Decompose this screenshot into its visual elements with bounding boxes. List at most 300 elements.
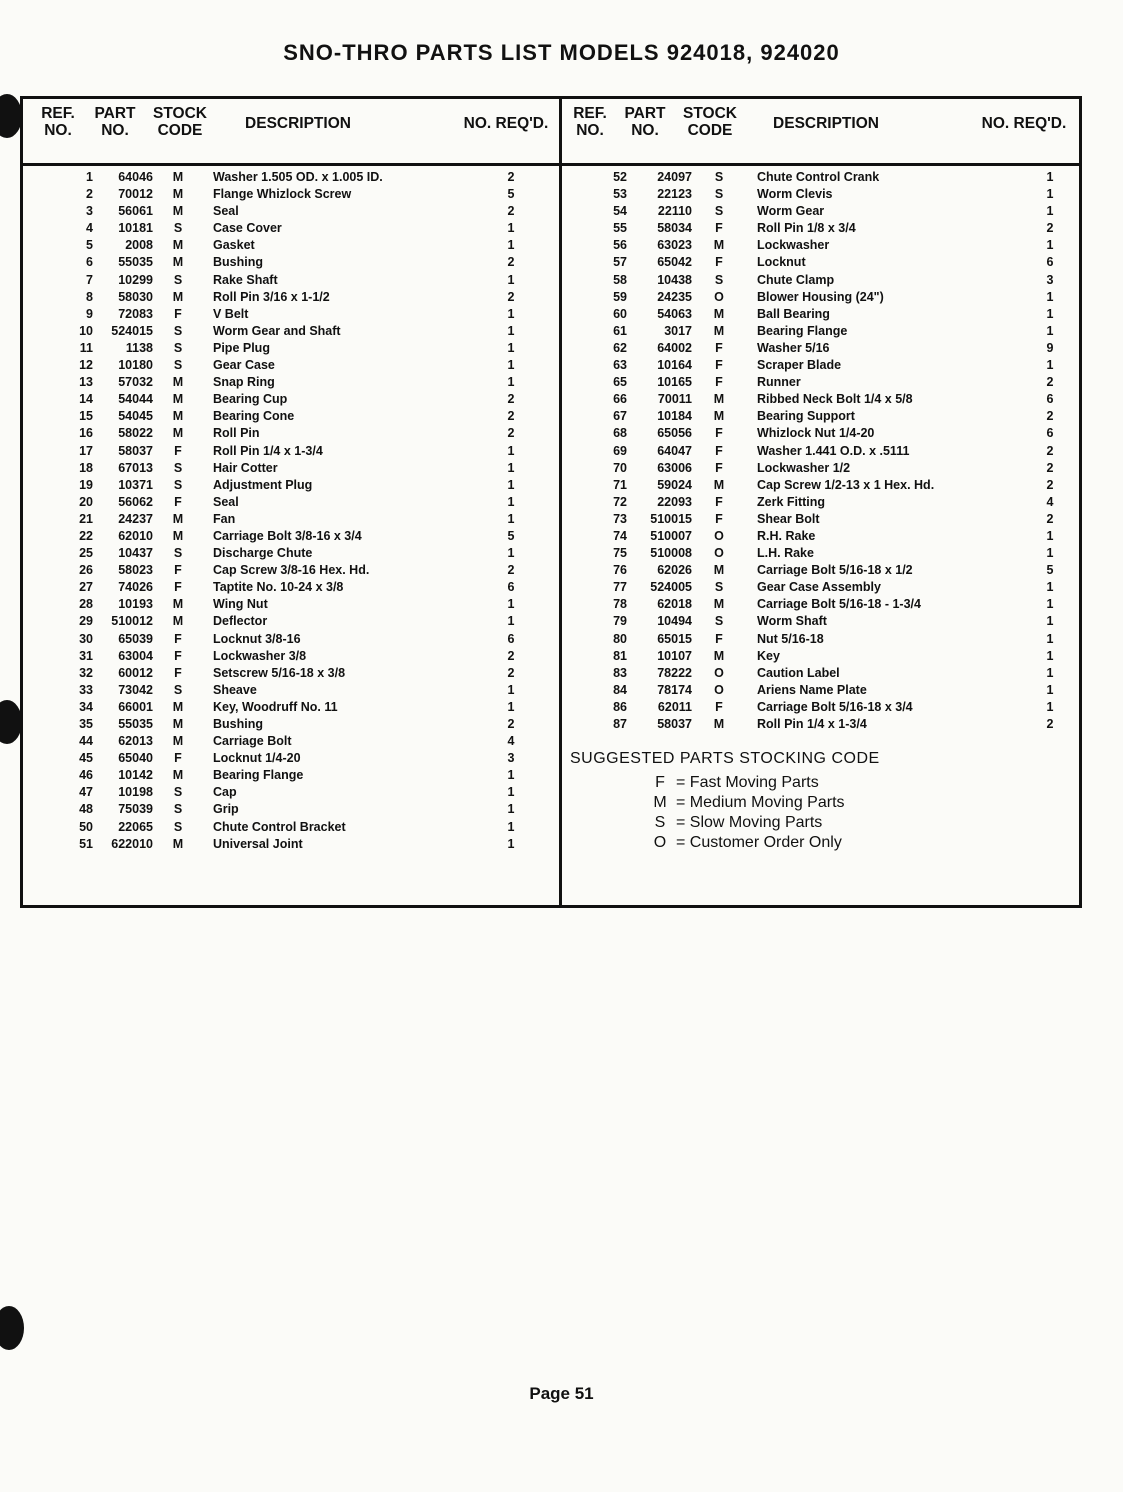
part-no: 63023 [657, 238, 692, 253]
description: Roll Pin [213, 426, 260, 441]
part-no: 10142 [118, 768, 153, 783]
table-row [562, 323, 1082, 340]
ref-no: 25 [79, 546, 93, 561]
stock-code: M [713, 717, 725, 731]
table-row [23, 443, 559, 460]
table-row [562, 220, 1082, 237]
punch-hole-bottom [0, 1306, 24, 1350]
ref-no: 70 [613, 460, 627, 475]
qty-required: 6 [507, 631, 515, 646]
part-no: 59024 [657, 477, 692, 492]
qty-required: 1 [1046, 358, 1054, 373]
ref-no: 53 [613, 187, 627, 202]
description: Bearing Cup [213, 392, 288, 407]
ref-no: 67 [613, 409, 627, 424]
qty-required: 2 [507, 170, 515, 184]
qty-required: 2 [1046, 477, 1054, 492]
ref-no: 7 [86, 272, 93, 287]
part-no: 510012 [111, 614, 153, 629]
part-no: 10494 [657, 614, 692, 629]
table-row [23, 819, 559, 836]
part-no: 10438 [657, 272, 692, 287]
table-row [23, 220, 559, 237]
stock-code: S [173, 323, 183, 338]
part-no: 10198 [118, 785, 153, 800]
ref-no: 68 [613, 426, 627, 441]
legend-code: O [653, 834, 667, 851]
table-row [562, 682, 1082, 699]
part-no: 22123 [657, 187, 692, 202]
part-no: 24235 [657, 289, 692, 304]
part-no: 54045 [118, 409, 153, 424]
description: Adjustment Plug [213, 477, 313, 492]
qty-required: 1 [1046, 546, 1054, 561]
stock-code: M [172, 426, 184, 441]
stock-code: F [715, 255, 723, 270]
stock-code: S [173, 358, 183, 373]
ref-no: 73 [613, 511, 627, 526]
description: Blower Housing (24") [757, 289, 884, 304]
header-rule [23, 163, 1079, 166]
qty-required: 1 [507, 238, 515, 253]
part-no: 65015 [657, 631, 692, 646]
stock-code: M [172, 511, 184, 526]
legend-code: F [655, 774, 665, 791]
ref-no: 14 [79, 392, 93, 407]
qty-required: 4 [507, 734, 515, 749]
table-row [562, 631, 1082, 648]
stock-code: F [715, 460, 723, 475]
qty-required: 1 [507, 494, 515, 509]
part-no: 57032 [118, 375, 153, 390]
table-row [562, 596, 1082, 613]
table-row [23, 596, 559, 613]
table-row [23, 511, 559, 528]
table-row [23, 716, 559, 733]
part-no: 73042 [118, 682, 153, 697]
stock-code: F [715, 494, 723, 509]
description: L.H. Rake [757, 546, 814, 561]
stock-code: F [174, 563, 182, 578]
table-row [562, 357, 1082, 374]
ref-no: 45 [79, 751, 93, 766]
header-stock-code-left: STOCK CODE [153, 105, 207, 139]
description: Gear Case Assembly [757, 580, 881, 595]
table-row [562, 272, 1082, 289]
stock-code: O [714, 682, 724, 697]
qty-required: 1 [1046, 631, 1054, 646]
part-no: 63004 [118, 648, 153, 663]
stock-code: S [173, 819, 183, 834]
table-row [562, 391, 1082, 408]
qty-required: 1 [1046, 306, 1054, 321]
part-no: 10299 [118, 272, 153, 287]
qty-required: 2 [507, 648, 515, 663]
stock-code: S [173, 477, 183, 492]
description: Locknut 3/8-16 [213, 631, 301, 646]
table-row [23, 699, 559, 716]
qty-required: 1 [507, 323, 515, 338]
ref-no: 54 [613, 204, 627, 219]
description: Lockwasher 1/2 [757, 460, 851, 475]
qty-required: 1 [507, 836, 515, 851]
qty-required: 1 [507, 375, 515, 390]
table-row [562, 169, 1082, 186]
stock-code: O [714, 528, 724, 543]
qty-required: 5 [507, 528, 515, 543]
part-no: 65056 [657, 426, 692, 441]
table-row [23, 665, 559, 682]
stock-code: F [174, 443, 182, 458]
table-row [23, 237, 559, 254]
ref-no: 63 [613, 358, 627, 373]
ref-no: 50 [79, 819, 93, 834]
table-row [23, 528, 559, 545]
qty-required: 1 [507, 272, 515, 287]
table-row [23, 631, 559, 648]
ref-no: 28 [79, 597, 93, 612]
page-number: Page 51 [529, 1384, 594, 1403]
qty-required: 1 [507, 699, 515, 714]
part-no: 58030 [118, 289, 153, 304]
table-row [23, 254, 559, 271]
part-no: 65042 [657, 255, 692, 270]
header-no-reqd-left: NO. REQ'D. [463, 115, 549, 132]
table-row [562, 306, 1082, 323]
table-row [562, 494, 1082, 511]
stock-code: F [174, 631, 182, 646]
qty-required: 2 [1046, 443, 1054, 458]
table-row [562, 460, 1082, 477]
qty-required: 2 [1046, 511, 1054, 526]
qty-required: 1 [1046, 238, 1054, 253]
ref-no: 13 [79, 375, 93, 390]
part-no: 54063 [657, 306, 692, 321]
table-row [562, 545, 1082, 562]
description: Bushing [213, 717, 263, 731]
description: Cap Screw 1/2-13 x 1 Hex. Hd. [757, 477, 935, 492]
stock-code: S [714, 187, 724, 202]
header-part-no-right: PART NO. [624, 105, 666, 139]
table-row [562, 511, 1082, 528]
stock-code: M [172, 392, 184, 407]
table-row [562, 425, 1082, 442]
table-row [23, 784, 559, 801]
part-no: 65040 [118, 751, 153, 766]
part-no: 58034 [657, 221, 692, 236]
ref-no: 31 [79, 648, 93, 663]
stock-code: M [172, 734, 184, 749]
qty-required: 6 [1046, 426, 1054, 441]
description: Carriage Bolt 3/8-16 x 3/4 [213, 528, 362, 543]
table-row [23, 477, 559, 494]
description: Washer 1.505 OD. x 1.005 ID. [213, 170, 383, 184]
stock-code: M [713, 477, 725, 492]
qty-required: 4 [1046, 494, 1054, 509]
legend-title: SUGGESTED PARTS STOCKING CODE [570, 750, 880, 767]
page-title: SNO-THRO PARTS LIST MODELS 924018, 924020 [283, 40, 840, 65]
punch-hole-middle [0, 700, 22, 744]
description: Setscrew 5/16-18 x 3/8 [213, 665, 346, 680]
stock-code: M [172, 375, 184, 390]
table-row [23, 613, 559, 630]
description: Roll Pin 1/4 x 1-3/4 [213, 443, 323, 458]
qty-required: 1 [507, 511, 515, 526]
stock-code: S [173, 221, 183, 236]
legend-code: S [654, 814, 666, 831]
description: Fan [213, 511, 236, 526]
table-row [23, 767, 559, 784]
stock-code: S [173, 546, 183, 561]
description: Key, Woodruff No. 11 [213, 699, 338, 714]
part-no: 510015 [650, 511, 692, 526]
table-row [562, 374, 1082, 391]
description: Cap Screw 3/8-16 Hex. Hd. [213, 563, 370, 578]
part-no: 62026 [657, 563, 692, 578]
description: R.H. Rake [757, 528, 816, 543]
stock-code: M [172, 187, 184, 202]
description: Key [757, 648, 780, 663]
header-stock-code-right: STOCK CODE [683, 105, 737, 139]
description: Rake Shaft [213, 272, 278, 287]
header-ref-no-right: REF. NO. [573, 105, 607, 139]
qty-required: 1 [507, 802, 515, 817]
ref-no: 12 [79, 358, 93, 373]
description: Discharge Chute [213, 546, 313, 561]
table-row [562, 477, 1082, 494]
ref-no: 16 [79, 426, 93, 441]
ref-no: 81 [613, 648, 627, 663]
right-parts-list [562, 169, 1082, 733]
stock-code: O [714, 289, 724, 304]
ref-no: 2 [86, 187, 93, 202]
ref-no: 80 [613, 631, 627, 646]
description: Locknut [757, 255, 806, 270]
description: Sheave [213, 682, 257, 697]
part-no: 62013 [118, 734, 153, 749]
description: Ariens Name Plate [757, 682, 867, 697]
ref-no: 79 [613, 614, 627, 629]
qty-required: 6 [1046, 255, 1054, 270]
stock-code: F [715, 443, 723, 458]
table-row [23, 391, 559, 408]
qty-required: 1 [507, 477, 515, 492]
table-row [23, 272, 559, 289]
stock-code: F [715, 426, 723, 441]
qty-required: 1 [507, 768, 515, 783]
table-row [23, 374, 559, 391]
ref-no: 84 [613, 682, 627, 697]
part-no: 55035 [118, 255, 153, 270]
stock-code: O [714, 546, 724, 561]
part-no: 24097 [657, 170, 692, 184]
table-row [23, 545, 559, 562]
ref-no: 26 [79, 563, 93, 578]
qty-required: 1 [507, 358, 515, 373]
header-ref-no-left: REF. NO. [41, 105, 75, 139]
ref-no: 33 [79, 682, 93, 697]
ref-no: 71 [613, 477, 627, 492]
part-no: 58037 [118, 443, 153, 458]
ref-no: 83 [613, 665, 627, 680]
qty-required: 1 [1046, 170, 1054, 184]
ref-no: 30 [79, 631, 93, 646]
part-no: 10437 [118, 546, 153, 561]
stock-code: M [172, 238, 184, 253]
qty-required: 1 [507, 785, 515, 800]
ref-no: 21 [79, 511, 93, 526]
ref-no: 9 [86, 306, 93, 321]
stock-code: M [713, 597, 725, 612]
legend-code: M [653, 794, 667, 811]
qty-required: 1 [507, 443, 515, 458]
legend-text: = Fast Moving Parts [676, 774, 819, 791]
description: Caution Label [757, 665, 840, 680]
stock-code: S [173, 802, 183, 817]
stock-code: F [715, 358, 723, 373]
part-no: 64002 [657, 340, 692, 355]
description: Hair Cotter [213, 460, 278, 475]
part-no: 10184 [657, 409, 692, 424]
ref-no: 76 [613, 563, 627, 578]
part-no: 56062 [118, 494, 153, 509]
ref-no: 65 [613, 375, 627, 390]
part-no: 2008 [125, 238, 153, 253]
qty-required: 2 [507, 289, 515, 304]
stock-code: F [174, 306, 182, 321]
part-no: 72083 [118, 306, 153, 321]
table-row [23, 682, 559, 699]
qty-required: 1 [507, 682, 515, 697]
stock-code: O [714, 665, 724, 680]
qty-required: 2 [507, 409, 515, 424]
punch-hole-top [0, 94, 22, 138]
part-no: 58022 [118, 426, 153, 441]
stock-code: F [715, 221, 723, 236]
stock-code: M [713, 306, 725, 321]
part-no: 54044 [118, 392, 153, 407]
ref-no: 58 [613, 272, 627, 287]
ref-no: 75 [613, 546, 627, 561]
description: Chute Control Bracket [213, 819, 346, 834]
qty-required: 1 [1046, 597, 1054, 612]
qty-required: 1 [507, 340, 515, 355]
ref-no: 78 [613, 597, 627, 612]
ref-no: 87 [613, 717, 627, 731]
description: Snap Ring [213, 375, 275, 390]
table-row [23, 357, 559, 374]
qty-required: 5 [1046, 563, 1054, 578]
qty-required: 9 [1046, 340, 1054, 355]
legend-item [650, 774, 880, 794]
ref-no: 5 [86, 238, 93, 253]
stock-code: F [174, 751, 182, 766]
description: Washer 1.441 O.D. x .5111 [757, 443, 910, 458]
description: Washer 5/16 [757, 340, 830, 355]
part-no: 62018 [657, 597, 692, 612]
header-no-reqd-right: NO. REQ'D. [981, 115, 1067, 132]
ref-no: 74 [613, 528, 627, 543]
part-no: 58037 [657, 717, 692, 731]
stock-code: M [172, 768, 184, 783]
ref-no: 32 [79, 665, 93, 680]
ref-no: 20 [79, 494, 93, 509]
part-no: 75039 [118, 802, 153, 817]
ref-no: 27 [79, 580, 93, 595]
ref-no: 56 [613, 238, 627, 253]
qty-required: 6 [507, 580, 515, 595]
ref-no: 51 [79, 836, 93, 851]
description: Flange Whizlock Screw [213, 187, 352, 202]
table-row [562, 613, 1082, 630]
stock-code: M [713, 238, 725, 253]
stocking-code-legend [570, 750, 880, 854]
table-row [23, 460, 559, 477]
table-row [23, 340, 559, 357]
table-row [23, 425, 559, 442]
description: Seal [213, 204, 239, 219]
legend-item [650, 794, 880, 814]
ref-no: 44 [79, 734, 93, 749]
qty-required: 1 [1046, 699, 1054, 714]
qty-required: 1 [507, 614, 515, 629]
stock-code: F [715, 375, 723, 390]
description: Bearing Cone [213, 409, 295, 424]
part-no: 22093 [657, 494, 692, 509]
description: Runner [757, 375, 801, 390]
stock-code: M [172, 204, 184, 219]
table-row [562, 237, 1082, 254]
stock-code: F [715, 631, 723, 646]
qty-required: 1 [1046, 289, 1054, 304]
part-no: 55035 [118, 717, 153, 731]
ref-no: 35 [79, 717, 93, 731]
part-no: 10180 [118, 358, 153, 373]
table-row [23, 494, 559, 511]
table-row [562, 528, 1082, 545]
table-row [562, 186, 1082, 203]
table-row [562, 562, 1082, 579]
ref-no: 77 [613, 580, 627, 595]
table-row [23, 289, 559, 306]
ref-no: 4 [86, 221, 93, 236]
description: Taptite No. 10-24 x 3/8 [213, 580, 344, 595]
table-row [23, 648, 559, 665]
stock-code: S [714, 272, 724, 287]
description: Roll Pin 1/8 x 3/4 [757, 221, 856, 236]
legend-item [650, 814, 880, 834]
part-no: 3017 [664, 323, 692, 338]
description: Worm Clevis [757, 187, 833, 202]
stock-code: S [714, 204, 724, 219]
description: Chute Clamp [757, 272, 835, 287]
description: Bearing Support [757, 409, 855, 424]
qty-required: 5 [507, 187, 515, 202]
qty-required: 1 [507, 819, 515, 834]
stock-code: F [174, 494, 182, 509]
qty-required: 1 [507, 221, 515, 236]
description: Ball Bearing [757, 306, 830, 321]
left-parts-list [23, 169, 559, 853]
qty-required: 1 [1046, 204, 1054, 219]
stock-code: M [172, 170, 184, 184]
qty-required: 1 [1046, 614, 1054, 629]
table-row [562, 665, 1082, 682]
part-no: 56061 [118, 204, 153, 219]
part-no: 1138 [125, 340, 153, 355]
part-no: 10371 [118, 477, 153, 492]
ref-no: 15 [79, 409, 93, 424]
